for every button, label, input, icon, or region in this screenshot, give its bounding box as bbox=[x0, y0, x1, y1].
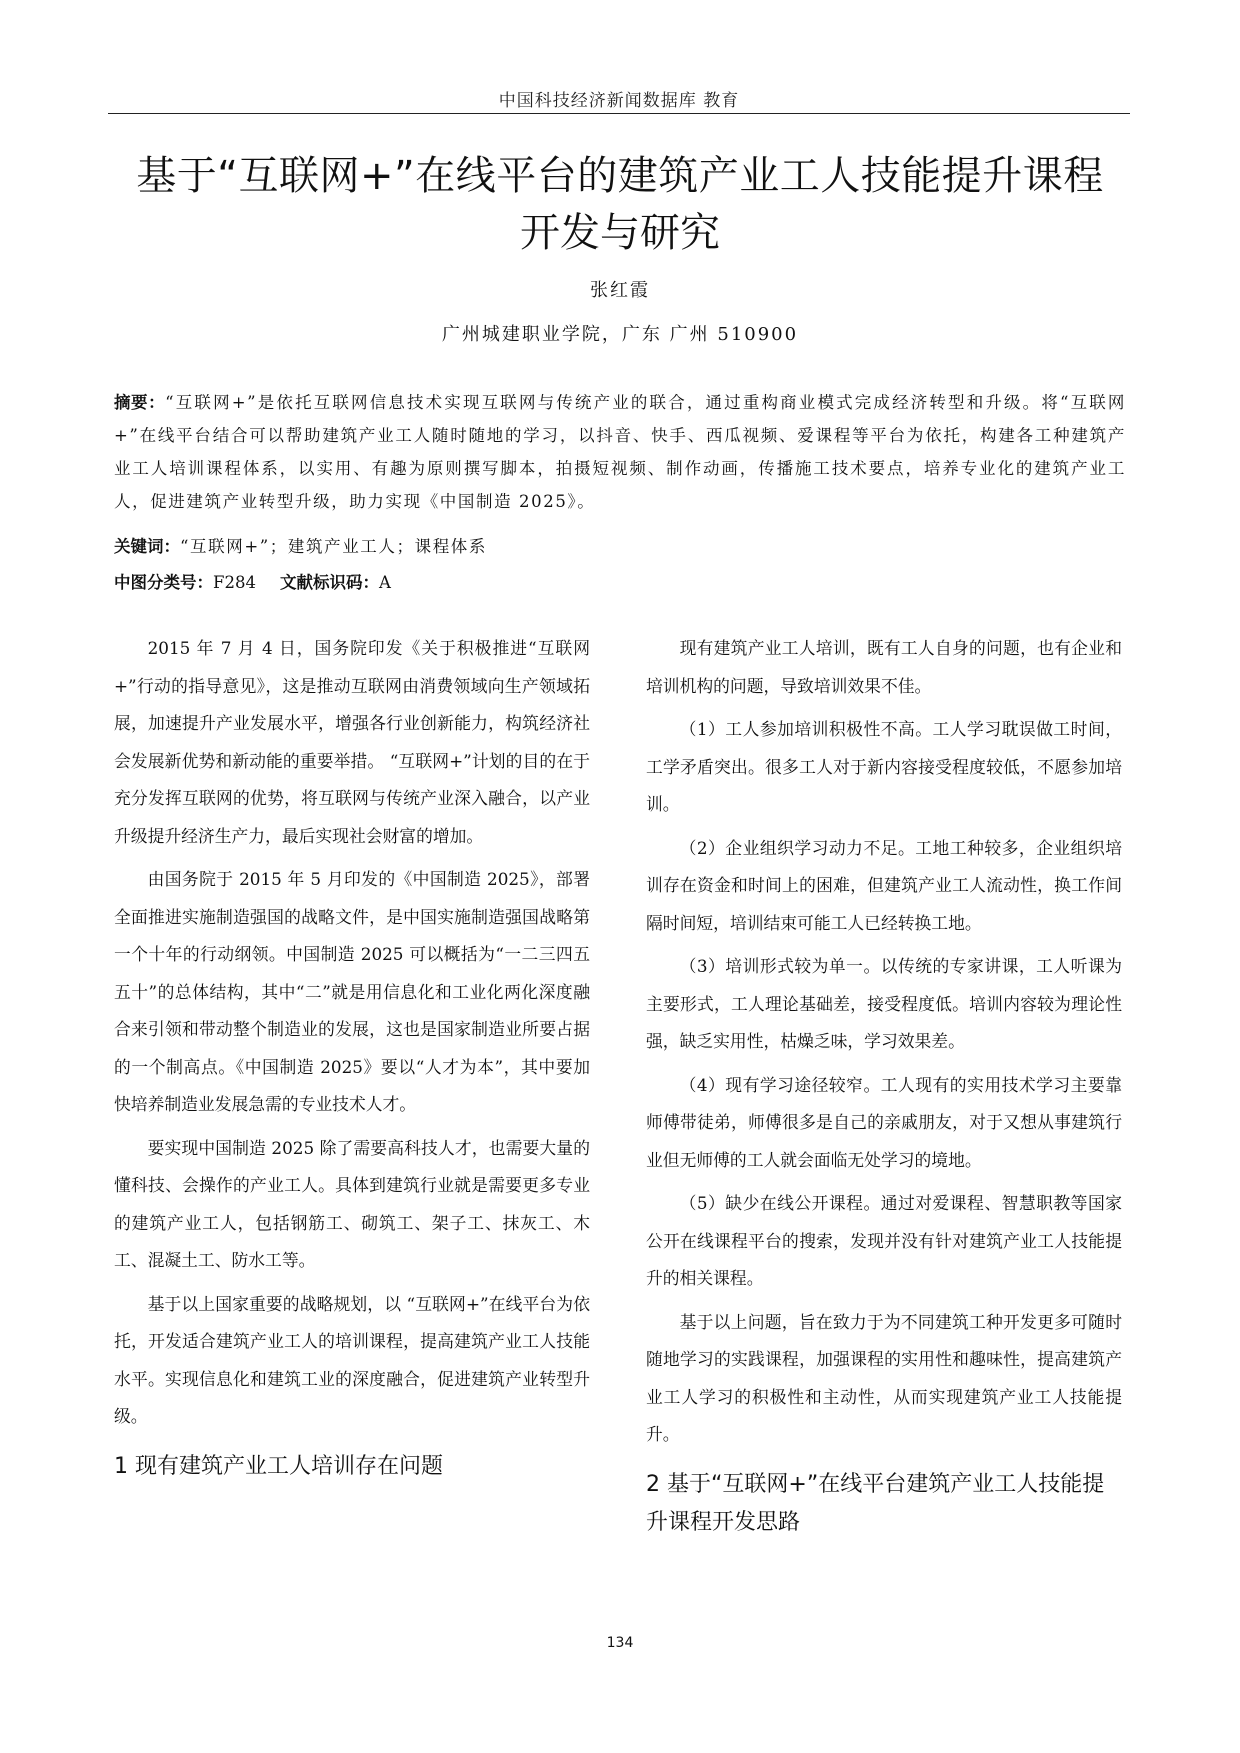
paper-title-line-2: 开发与研究 bbox=[520, 210, 720, 256]
body-paragraph: 现有建筑产业工人培训，既有工人自身的问题，也有企业和培训机构的问题，导致培训效果不佳。 bbox=[646, 638, 1122, 696]
clc-value: F284 bbox=[213, 573, 256, 592]
body-paragraph: 由国务院于 2015 年 5 月印发的《中国制造 2025》，部署全面推进实施制造强国的战略文件，是中国实施制造强国战略第一个十年的行动纲领。中国制造 2025 可以概括为“一二三四五五十”的总体结构，其中“二”就是用信息化和工业化两化深度融合来引领和带动整个制造业的发展，这也是国家制造业所要占据的一个制高点。《中国制造 2025》要以“人才为本”，其中要加快培养制造业发展急需的专业技术人才。 bbox=[114, 869, 590, 1114]
keywords bbox=[114, 530, 1126, 563]
keywords-label: 关键词： bbox=[114, 537, 180, 556]
abstract-text: “互联网+”是依托互联网信息技术实现互联网与传统产业的联合，通过重构商业模式完成经济转型和升级。将“互联网+”在线平台结合可以帮助建筑产业工人随时随地的学习，以抖音、快手、西瓜视频、爱课程等平台为依托，构建各工种建筑产业工人培训课程体系，以实用、有趣为原则撰写脚本，拍摄短视频、制作动画，传播施工技术要点，培养专业化的建筑产业工人，促进建筑产业转型升级，助力实现《中国制造 2025》。 bbox=[114, 393, 1126, 511]
body-paragraph: （3）培训形式较为单一。以传统的专家讲课，工人听课为主要形式，工人理论基础差，接受程度低。培训内容较为理论性强，缺乏实用性，枯燥乏味，学习效果差。 bbox=[646, 956, 1122, 1051]
abstract bbox=[114, 386, 1126, 518]
doc-code-label: 文献标识码： bbox=[279, 573, 379, 592]
paper-title-line-1: 基于“互联网+”在线平台的建筑产业工人技能提升课程 bbox=[136, 153, 1104, 199]
running-header: 中国科技经济新闻数据库 教育 bbox=[498, 91, 740, 111]
header-rule bbox=[108, 113, 1130, 114]
body-paragraph: （4）现有学习途径较窄。工人现有的实用技术学习主要靠师傅带徒弟，师傅很多是自己的亲戚朋友，对于又想从事建筑行业但无师傅的工人就会面临无处学习的境地。 bbox=[646, 1074, 1122, 1170]
body-paragraph: 2015 年 7 月 4 日，国务院印发《关于积极推进“互联网+”行动的指导意见》，这是推动互联网由消费领域向生产领域拓展，加速提升产业发展水平，增强各行业创新能力，构筑经济社会发展新优势和新动能的重要举措。 “互联网+”计划的目的在于充分发挥互联网的优势，将互联网与传统产业深入融合，以产业升级提升经济生产力，最后实现社会财富的增加。 bbox=[114, 638, 590, 846]
classification-line bbox=[114, 566, 1126, 599]
doc-code-value: A bbox=[378, 573, 391, 592]
keywords-text: “互联网+”；建筑产业工人；课程体系 bbox=[180, 537, 487, 556]
body-paragraph: （2）企业组织学习动力不足。工地工种较多，企业组织培训存在资金和时间上的困难，但建筑产业工人流动性，换工作间隔时间短，培训结束可能工人已经转换工地。 bbox=[646, 837, 1122, 933]
body-paragraph: （5）缺少在线公开课程。通过对爱课程、智慧职教等国家公开在线课程平台的搜索，发现并没有针对建筑产业工人技能提升的相关课程。 bbox=[646, 1193, 1122, 1288]
paper-title bbox=[100, 148, 1140, 262]
body-paragraph: （1）工人参加培训积极性不高。工人学习耽误做工时间，工学矛盾突出。很多工人对于新内容接受程度较低，不愿参加培训。 bbox=[646, 719, 1122, 814]
section-heading-2: 2 基于“互联网+”在线平台建筑产业工人技能提升课程开发思路 bbox=[646, 1471, 1105, 1535]
clc-label: 中图分类号： bbox=[114, 573, 213, 592]
section-heading-1: 1 现有建筑产业工人培训存在问题 bbox=[114, 1453, 443, 1479]
author-name: 张红霞 bbox=[590, 280, 650, 301]
right-column bbox=[646, 630, 1122, 1542]
abstract-label: 摘要： bbox=[114, 393, 166, 412]
body-paragraph: 基于以上国家重要的战略规划，以 “互联网+”在线平台为依托，开发适合建筑产业工人的培训课程，提高建筑产业工人技能水平。实现信息化和建筑工业的深度融合，促进建筑产业转型升级。 bbox=[114, 1293, 590, 1426]
page-number: 134 bbox=[606, 1635, 634, 1651]
body-paragraph: 基于以上问题，旨在致力于为不同建筑工种开发更多可随时随地学习的实践课程，加强课程的实用性和趣味性，提高建筑产业工人学习的积极性和主动性，从而实现建筑产业工人技能提升。 bbox=[646, 1311, 1122, 1444]
author-affiliation: 广州城建职业学院，广东 广州 510900 bbox=[441, 324, 799, 345]
left-column bbox=[114, 630, 590, 1486]
body-paragraph: 要实现中国制造 2025 除了需要高科技人才，也需要大量的懂科技、会操作的产业工人。具体到建筑行业就是需要更多专业的建筑产业工人，包括钢筋工、砌筑工、架子工、抹灰工、木工、混凝土工、防水工等。 bbox=[114, 1137, 590, 1270]
